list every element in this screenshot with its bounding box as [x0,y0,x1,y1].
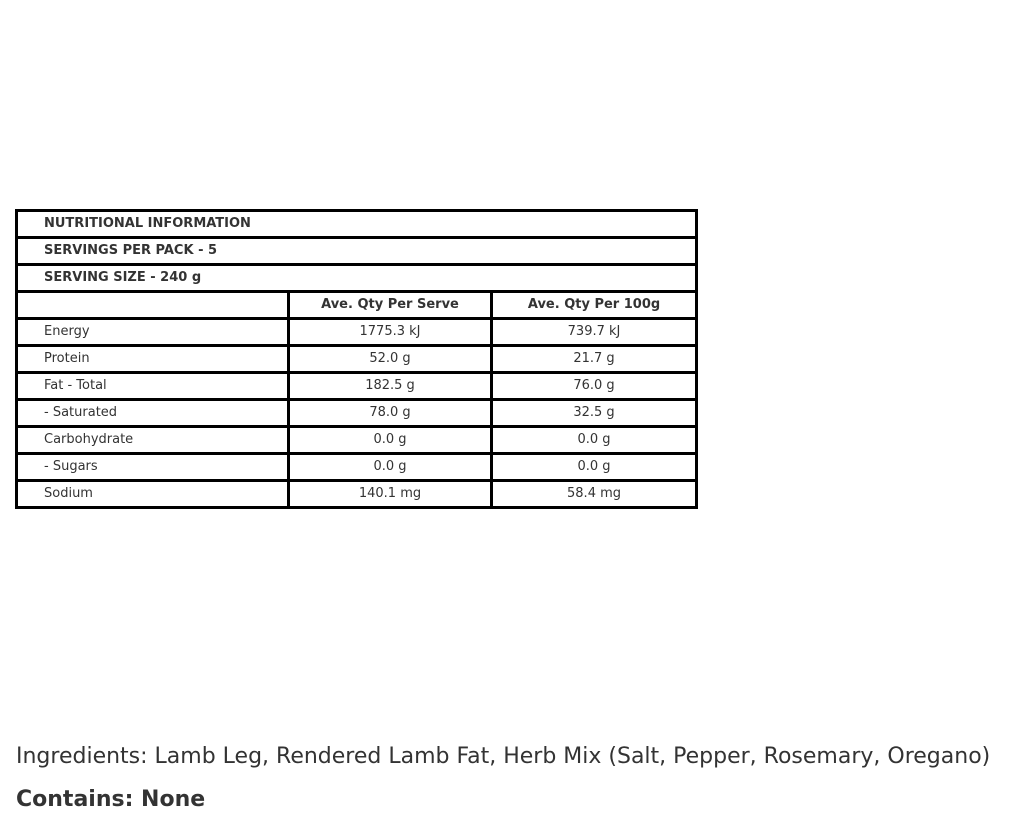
per-100g-value: 32.5 g [492,400,697,427]
per-serve-value: 182.5 g [289,373,492,400]
table-row [17,346,697,373]
per-100g-value: 58.4 mg [492,481,697,508]
nutrient-label: Fat - Total [17,373,289,400]
per-100g-value: 0.0 g [492,454,697,481]
per-serve-value: 0.0 g [289,427,492,454]
nutrient-label: - Sugars [17,454,289,481]
column-header-per-serve: Ave. Qty Per Serve [289,292,492,319]
per-100g-value: 76.0 g [492,373,697,400]
nutrient-label: Carbohydrate [17,427,289,454]
nutrient-label: - Saturated [17,400,289,427]
table-row [17,373,697,400]
per-serve-value: 140.1 mg [289,481,492,508]
nutrition-table [15,209,698,509]
column-header-per-100g: Ave. Qty Per 100g [492,292,697,319]
servings-per-pack: SERVINGS PER PACK - 5 [17,238,697,265]
per-100g-value: 739.7 kJ [492,319,697,346]
per-100g-value: 21.7 g [492,346,697,373]
title-row [17,211,697,238]
serving-size: SERVING SIZE - 240 g [17,265,697,292]
serving-size-row [17,265,697,292]
nutrient-label: Energy [17,319,289,346]
per-serve-value: 78.0 g [289,400,492,427]
column-header-row [17,292,697,319]
table-row [17,319,697,346]
column-header-blank [17,292,289,319]
nutrient-label: Protein [17,346,289,373]
table-row [17,454,697,481]
nutrient-label: Sodium [17,481,289,508]
table-row [17,427,697,454]
ingredients-text: Ingredients: Lamb Leg, Rendered Lamb Fat, Herb Mix (Salt, Pepper, Rosemary, Oregano) [16,744,991,769]
nutrition-title: NUTRITIONAL INFORMATION [17,211,697,238]
per-serve-value: 1775.3 kJ [289,319,492,346]
table-row [17,481,697,508]
servings-row [17,238,697,265]
per-serve-value: 0.0 g [289,454,492,481]
per-100g-value: 0.0 g [492,427,697,454]
allergen-statement: Contains: None [16,787,206,812]
per-serve-value: 52.0 g [289,346,492,373]
table-row [17,400,697,427]
